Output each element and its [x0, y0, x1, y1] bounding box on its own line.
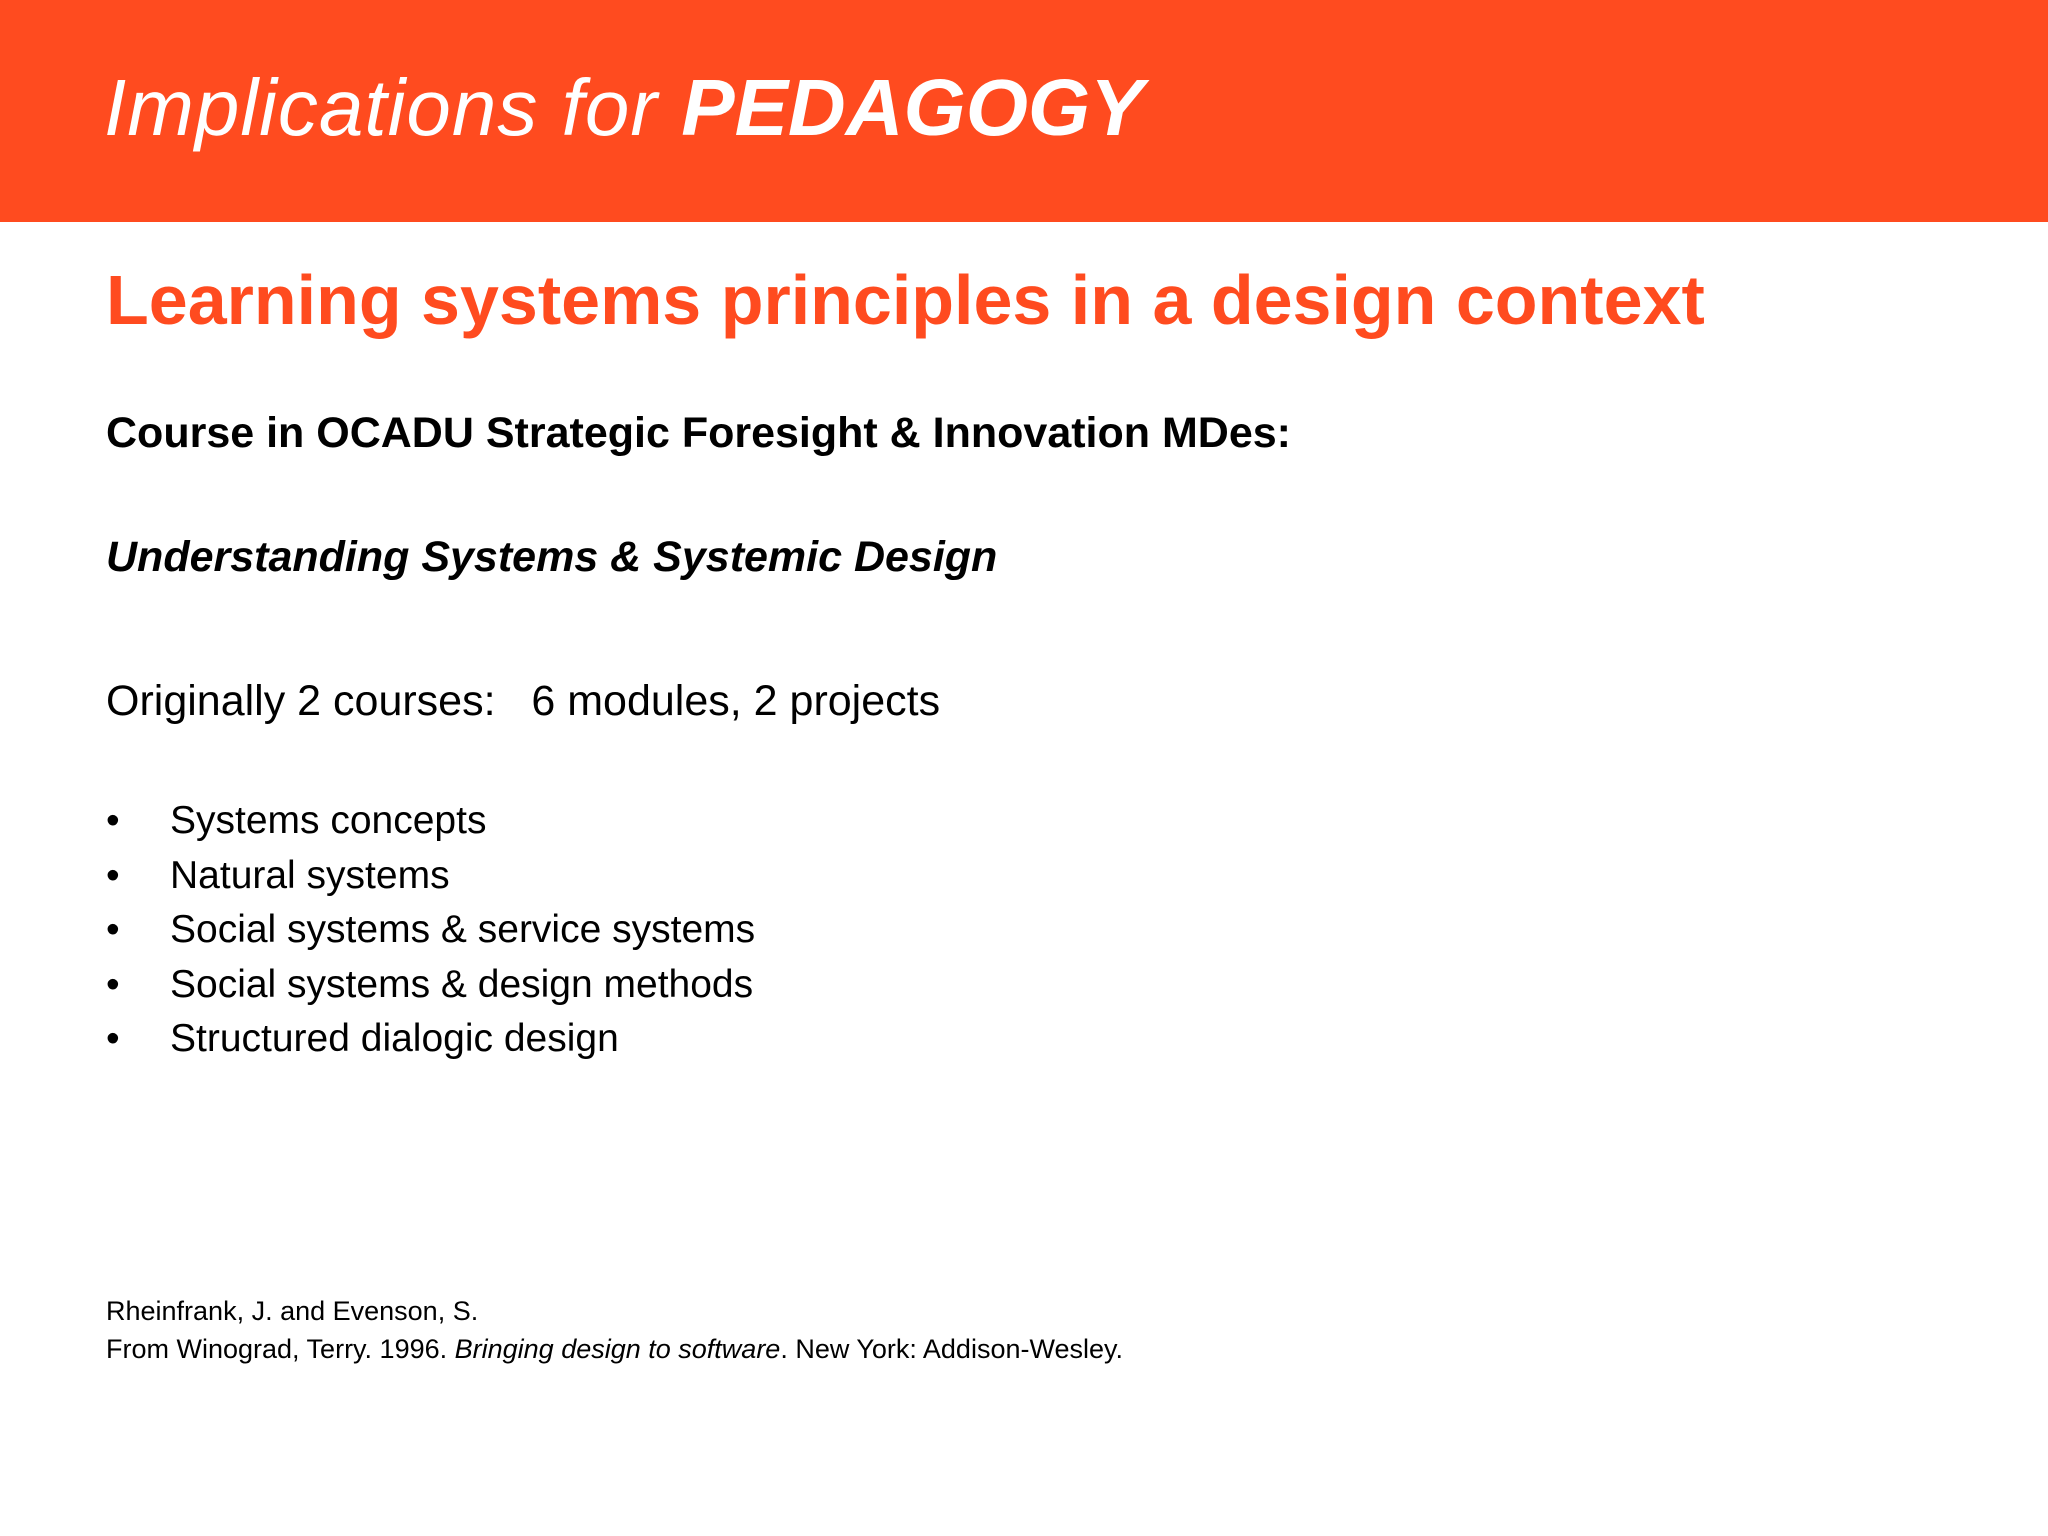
- module-label: Social systems & service systems: [170, 908, 756, 951]
- module-label: Systems concepts: [170, 799, 487, 842]
- list-item: [106, 794, 755, 849]
- bullet-icon: •: [106, 853, 120, 897]
- list-item: [106, 849, 755, 904]
- slide-title-emphasis: PEDAGOGY: [681, 63, 1144, 152]
- bullet-icon: •: [106, 962, 120, 1006]
- reference-line-2: [106, 1330, 1123, 1368]
- reference-suffix: . New York: Addison-Wesley.: [780, 1334, 1123, 1364]
- reference-line-1: Rheinfrank, J. and Evenson, S.: [106, 1296, 479, 1326]
- bullet-icon: •: [106, 908, 120, 951]
- reference-prefix: From Winograd, Terry. 1996.: [106, 1334, 455, 1364]
- reference-book-title: Bringing design to software: [454, 1334, 781, 1364]
- slide-title: [104, 58, 1144, 158]
- reference-citation: [106, 1292, 1123, 1368]
- list-item: [106, 903, 755, 958]
- bullet-icon: •: [106, 1017, 120, 1060]
- course-heading: Course in OCADU Strategic Foresight & Innovation MDes:: [106, 409, 1291, 457]
- list-item: [106, 958, 755, 1013]
- slide-subtitle: Learning systems principles in a design context: [106, 261, 1705, 339]
- slide-title-prefix: Implications for: [104, 63, 682, 152]
- course-title: Understanding Systems & Systemic Design: [106, 533, 998, 581]
- module-label: Natural systems: [170, 853, 450, 897]
- course-summary: Originally 2 courses: 6 modules, 2 projects: [106, 677, 941, 725]
- header-band: [0, 0, 2048, 222]
- bullet-icon: •: [106, 799, 120, 842]
- list-item: [106, 1012, 755, 1067]
- module-label: Structured dialogic design: [170, 1017, 619, 1060]
- module-list: [106, 794, 755, 1067]
- module-label: Social systems & design methods: [170, 962, 754, 1006]
